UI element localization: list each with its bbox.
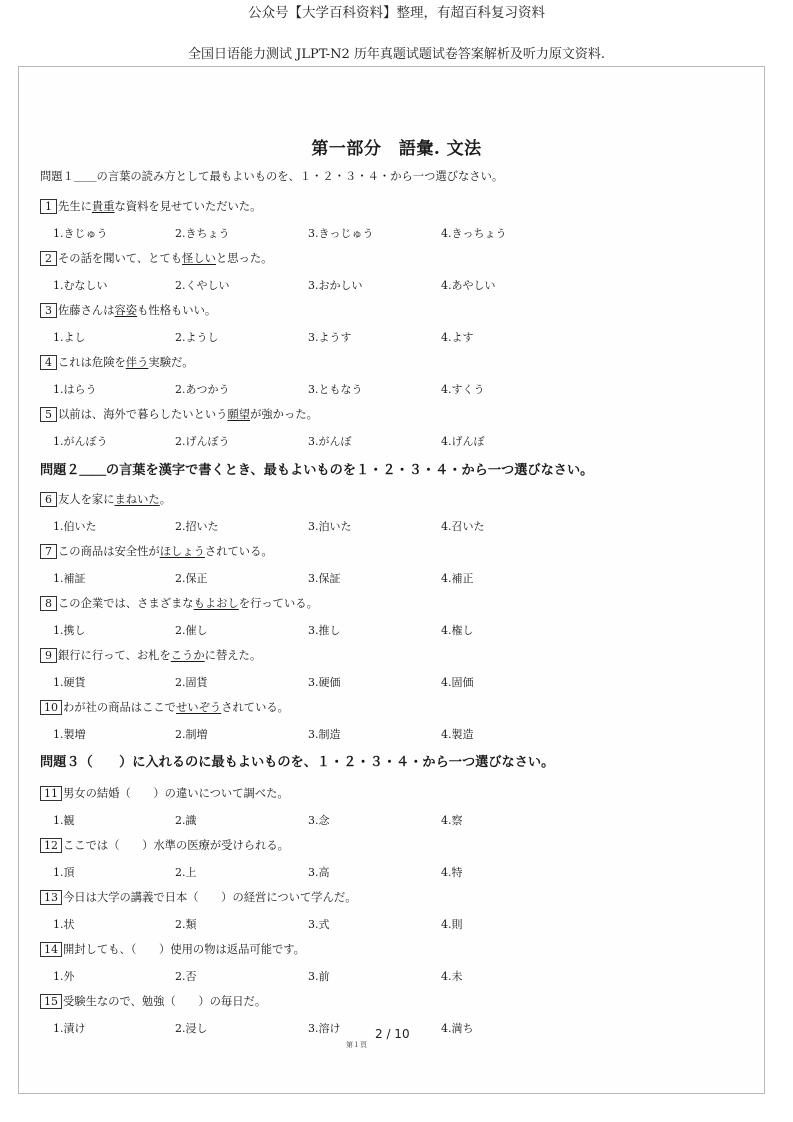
answer-option-2: 2.類 bbox=[175, 918, 197, 931]
underlined-target-word: 容姿 bbox=[114, 304, 138, 317]
underlined-target-word: ほしょう bbox=[159, 545, 205, 558]
question-7 bbox=[40, 543, 273, 559]
section-3-instruction: 問題３（ ）に入れるのに最もよいものを、１・２・３・４・から一つ選びなさい。 bbox=[40, 755, 555, 770]
question-6 bbox=[40, 491, 171, 507]
question-13 bbox=[40, 889, 357, 905]
answer-option-3: 3.前 bbox=[308, 970, 330, 983]
question-text: 銀行に行って、お札を bbox=[58, 649, 171, 662]
answer-option-4: 4.製造 bbox=[441, 728, 474, 741]
question-text: わが社の商品はここで bbox=[63, 701, 176, 714]
answer-option-3: 3.式 bbox=[308, 918, 330, 931]
answer-option-2: 2.ようし bbox=[175, 331, 219, 344]
answer-option-1: 1.漬け bbox=[53, 1022, 86, 1035]
answer-option-3: 3.高 bbox=[308, 866, 330, 879]
question-number-box: 13 bbox=[40, 890, 62, 905]
question-number-box: 3 bbox=[40, 303, 57, 318]
underlined-target-word: こうか bbox=[170, 649, 205, 662]
question-text: ここでは（ ）水準の医療が受けられる。 bbox=[63, 839, 289, 852]
answer-option-1: 1.はらう bbox=[53, 383, 97, 396]
section-1-instruction: 問題１＿＿の言葉の読み方として最もよいものを、１・２・３・４・から一つ選びなさい。 bbox=[40, 170, 504, 183]
answer-option-3: 3.ともなう bbox=[308, 383, 363, 396]
question-text: 佐藤さんは bbox=[58, 304, 115, 317]
question-2 bbox=[40, 250, 272, 266]
question-text: 男女の結婚（ ）の違いについて調べた。 bbox=[63, 787, 289, 800]
question-text-end: に替えた。 bbox=[204, 649, 262, 662]
answer-option-3: 3.ようす bbox=[308, 331, 352, 344]
answer-option-3: 3.硬価 bbox=[308, 676, 341, 689]
page-title: 第一部分 語彙. 文法 bbox=[311, 139, 482, 159]
question-number-box: 8 bbox=[40, 596, 57, 611]
question-number-box: 2 bbox=[40, 251, 57, 266]
question-text: 以前は、海外で暮らしたいという bbox=[58, 408, 228, 421]
question-number-box: 10 bbox=[40, 700, 62, 715]
answer-option-2: 2.固貨 bbox=[175, 676, 208, 689]
underlined-target-word: 願望 bbox=[227, 408, 251, 421]
document-subheader: 全国日语能力测试 JLPT-N2 历年真题试题试卷答案解析及听力原文资料. bbox=[187, 47, 606, 62]
answer-option-4: 4.特 bbox=[441, 866, 463, 879]
answer-option-4: 4.満ち bbox=[441, 1022, 474, 1035]
question-text-end: な資料を見せていただいた。 bbox=[114, 200, 262, 213]
answer-option-4: 4.未 bbox=[441, 970, 463, 983]
answer-option-4: 4.あやしい bbox=[441, 279, 496, 292]
question-text: 開封しても、（ ）使用の物は返品可能です。 bbox=[63, 943, 305, 956]
question-8 bbox=[40, 595, 318, 611]
question-text-end: されている。 bbox=[204, 545, 273, 558]
answer-option-2: 2.制増 bbox=[175, 728, 208, 741]
page-number: 2 / 10 bbox=[375, 1027, 410, 1041]
question-text-end: も性格もいい。 bbox=[137, 304, 217, 317]
section-2-instruction: 問題２＿＿の言葉を漢字で書くとき、最もよいものを１・２・３・４・から一つ選びなさい。 bbox=[40, 463, 594, 478]
answer-option-4: 4.すくう bbox=[441, 383, 485, 396]
answer-option-2: 2.上 bbox=[175, 866, 197, 879]
answer-option-3: 3.きっじゅう bbox=[308, 227, 374, 240]
answer-option-3: 3.溶け bbox=[308, 1022, 341, 1035]
answer-option-1: 1.補証 bbox=[53, 572, 86, 585]
answer-option-3: 3.制造 bbox=[308, 728, 341, 741]
question-text: その話を聞いて、とても bbox=[58, 252, 183, 265]
answer-option-4: 4.察 bbox=[441, 814, 463, 827]
question-text: 友人を家に bbox=[58, 493, 115, 506]
question-text-end: されている。 bbox=[221, 701, 289, 714]
answer-option-1: 1.がんぼう bbox=[53, 435, 108, 448]
question-text: 今日は大学の講義で日本（ ）の経営について学んだ。 bbox=[63, 891, 357, 904]
answer-option-3: 3.保証 bbox=[308, 572, 341, 585]
answer-option-2: 2.浸し bbox=[175, 1022, 208, 1035]
question-number-box: 12 bbox=[40, 838, 62, 853]
answer-option-1: 1.外 bbox=[53, 970, 75, 983]
underlined-target-word: 伴う bbox=[125, 356, 149, 369]
question-number-box: 4 bbox=[40, 355, 57, 370]
answer-option-3: 3.念 bbox=[308, 814, 330, 827]
answer-option-1: 1.頂 bbox=[53, 866, 75, 879]
answer-option-2: 2.あつかう bbox=[175, 383, 230, 396]
question-number-box: 5 bbox=[40, 407, 57, 422]
answer-option-1: 1.製増 bbox=[53, 728, 86, 741]
question-text: 先生に bbox=[58, 200, 92, 213]
question-12 bbox=[40, 837, 289, 853]
question-text: 受験生なので、勉強（ ）の毎日だ。 bbox=[63, 995, 267, 1008]
answer-option-4: 4.召いた bbox=[441, 520, 485, 533]
answer-option-2: 2.催し bbox=[175, 624, 208, 637]
answer-option-1: 1.状 bbox=[53, 918, 75, 931]
document-header: 公众号【大学百科资料】整理，有超百科复习资料 bbox=[248, 5, 545, 21]
question-text-end: 。 bbox=[159, 493, 172, 506]
answer-option-2: 2.否 bbox=[175, 970, 197, 983]
underlined-target-word: もよおし bbox=[193, 597, 239, 610]
question-text-end: が強かった。 bbox=[250, 408, 318, 421]
answer-option-4: 4.きっちょう bbox=[441, 227, 507, 240]
question-number-box: 14 bbox=[40, 942, 62, 957]
question-15 bbox=[40, 993, 266, 1009]
question-text-end: 実験だ。 bbox=[148, 356, 194, 369]
question-10 bbox=[40, 699, 289, 715]
answer-option-3: 3.推し bbox=[308, 624, 341, 637]
answer-option-4: 4.固価 bbox=[441, 676, 474, 689]
question-number-box: 9 bbox=[40, 648, 57, 663]
answer-option-2: 2.識 bbox=[175, 814, 197, 827]
question-number-box: 15 bbox=[40, 994, 62, 1009]
answer-option-1: 1.携し bbox=[53, 624, 86, 637]
answer-option-1: 1.むなしい bbox=[53, 279, 108, 292]
question-4 bbox=[40, 354, 194, 370]
answer-option-1: 1.伯いた bbox=[53, 520, 97, 533]
answer-option-3: 3.泊いた bbox=[308, 520, 352, 533]
answer-option-4: 4.権し bbox=[441, 624, 474, 637]
answer-option-4: 4.よす bbox=[441, 331, 474, 344]
answer-option-1: 1.観 bbox=[53, 814, 75, 827]
underlined-target-word: 貴重 bbox=[91, 200, 115, 213]
question-14 bbox=[40, 941, 305, 957]
answer-option-2: 2.招いた bbox=[175, 520, 219, 533]
question-text-end: を行っている。 bbox=[238, 597, 318, 610]
answer-option-3: 3.おかしい bbox=[308, 279, 363, 292]
answer-option-2: 2.くやしい bbox=[175, 279, 230, 292]
answer-option-1: 1.よし bbox=[53, 331, 86, 344]
question-number-box: 11 bbox=[40, 786, 62, 801]
answer-option-4: 4.げんぼ bbox=[441, 435, 485, 448]
question-11 bbox=[40, 785, 289, 801]
question-1 bbox=[40, 198, 261, 214]
question-5 bbox=[40, 406, 318, 422]
answer-option-2: 2.保正 bbox=[175, 572, 208, 585]
answer-option-1: 1.硬貨 bbox=[53, 676, 86, 689]
question-text: この商品は安全性が bbox=[58, 545, 160, 558]
question-text-end: と思った。 bbox=[215, 252, 273, 265]
question-text: この企業では、さまざまな bbox=[58, 597, 194, 610]
scanned-page-frame bbox=[18, 66, 765, 1094]
page-footer-note: 第１頁 bbox=[346, 1041, 367, 1049]
question-3 bbox=[40, 302, 216, 318]
question-number-box: 7 bbox=[40, 544, 57, 559]
answer-option-3: 3.がんぼ bbox=[308, 435, 352, 448]
underlined-target-word: せいぞう bbox=[175, 701, 222, 714]
question-9 bbox=[40, 647, 261, 663]
answer-option-4: 4.補正 bbox=[441, 572, 474, 585]
underlined-target-word: 怪しい bbox=[182, 252, 216, 265]
question-number-box: 1 bbox=[40, 199, 57, 214]
answer-option-2: 2.きちょう bbox=[175, 227, 230, 240]
answer-option-4: 4.則 bbox=[441, 918, 463, 931]
underlined-target-word: まねいた bbox=[114, 493, 160, 506]
answer-option-1: 1.きじゅう bbox=[53, 227, 108, 240]
answer-option-2: 2.げんぼう bbox=[175, 435, 230, 448]
question-text: これは危険を bbox=[58, 356, 126, 369]
question-number-box: 6 bbox=[40, 492, 57, 507]
